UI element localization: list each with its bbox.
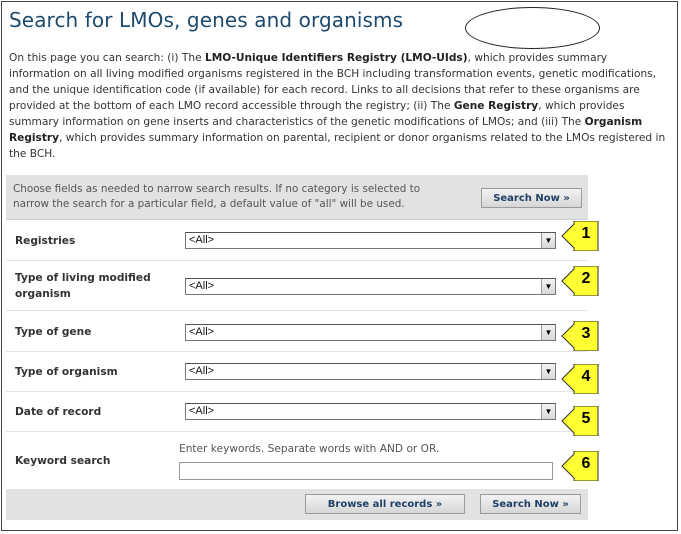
lmo-type-select[interactable]: <All> ▼	[185, 278, 556, 295]
keyword-input[interactable]	[179, 462, 553, 480]
registries-label: Registries	[15, 235, 76, 247]
date-label: Date of record	[15, 406, 102, 418]
organism-type-select[interactable]: <All> ▼	[185, 363, 556, 380]
intro-text: On this page you can search: (i) The LMO-Unique Identifiers Registry (LMO-UIds), which provides summary information on all living modified organisms registered in the BCH including transformation events, genetic modifications, and the unique identification code (if available) for each record. Links to all decisions that refer to these organisms are provided at the bottom of each LMO record accessible through the registry; (ii) The Gene Registry, which provides summary information on gene inserts and characteristics of the genetic modifications of LMOs; and (iii) The Organism Registry, which provides summary information on parental, recipient or donor organisms related to the LMOs registered in the BCH.	[9, 52, 666, 160]
search-now-button-top[interactable]: Search Now »	[481, 188, 582, 208]
chevron-down-icon[interactable]: ▼	[541, 233, 555, 248]
organism-type-label: Type of organism	[15, 366, 118, 378]
gene-type-select[interactable]: <All> ▼	[185, 324, 556, 341]
search-now-button-bottom[interactable]: Search Now »	[480, 494, 581, 514]
keyword-hint: Enter keywords. Separate words with AND or OR.	[179, 443, 440, 455]
search-now-highlight-oval	[465, 7, 600, 49]
date-row	[6, 392, 588, 432]
chevron-down-icon[interactable]: ▼	[541, 364, 555, 379]
browse-all-button[interactable]: Browse all records »	[305, 494, 465, 514]
registries-row	[6, 219, 588, 261]
chevron-down-icon[interactable]: ▼	[541, 325, 555, 340]
chevron-down-icon[interactable]: ▼	[541, 279, 555, 294]
footer-bar	[6, 489, 588, 520]
registries-select[interactable]: <All> ▼	[185, 232, 556, 249]
search-hint-bar	[6, 175, 588, 220]
callout-1: 1	[561, 221, 599, 251]
callout-2: 2	[561, 266, 599, 296]
organism-type-row	[6, 352, 588, 392]
search-hint-text: Choose fields as needed to narrow search results. If no category is selected to narrow the search for a particular field, a default value of "all" will be used.	[13, 183, 421, 210]
page-title: Search for LMOs, genes and organisms	[9, 8, 404, 32]
gene-type-label: Type of gene	[15, 326, 92, 338]
lmo-type-label: Type of living modified organism	[15, 272, 151, 300]
chevron-down-icon[interactable]: ▼	[541, 404, 555, 419]
lmo-type-row	[6, 261, 588, 311]
callout-4: 4	[561, 364, 599, 394]
callout-6: 6	[561, 451, 599, 481]
gene-type-row	[6, 311, 588, 352]
callout-3: 3	[561, 321, 599, 351]
callout-5: 5	[561, 406, 599, 436]
date-select[interactable]: <All> ▼	[185, 403, 556, 420]
keyword-label: Keyword search	[15, 455, 111, 467]
